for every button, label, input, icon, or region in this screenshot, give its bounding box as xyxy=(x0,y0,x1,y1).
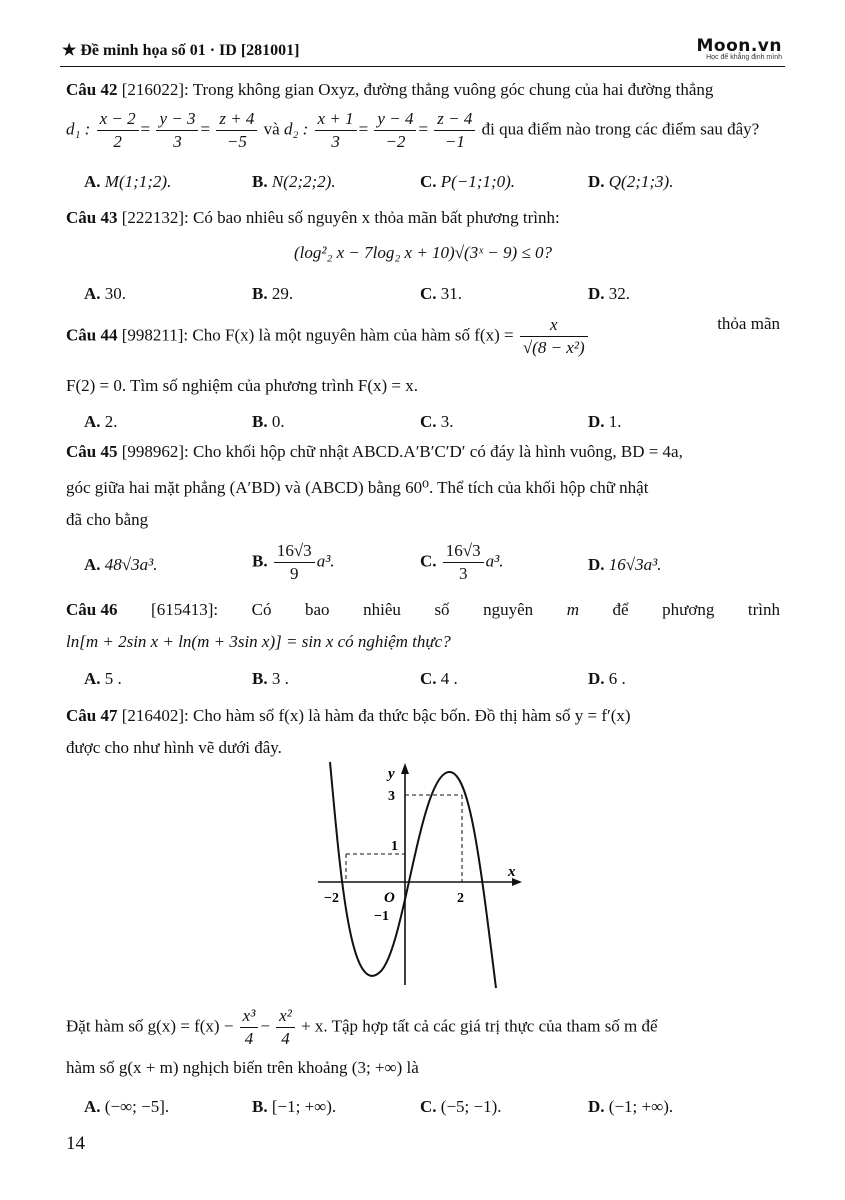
q46-option-d[interactable]: D. 6 . xyxy=(588,669,626,688)
q42-frac-y2: $\frac{y - 4}{-2}$ xyxy=(374,108,416,153)
q47-line3: Đặt hàm số g(x) = f(x) − $\frac{\text{x³}}{4}$ − $\frac{\text{x²}}{4}$ + x. Tập hợp tất cả các giá trị thực của tham số m để xyxy=(66,1006,658,1048)
moon-logo xyxy=(696,36,782,61)
logo-tagline: Học để khẳng định mình xyxy=(706,54,782,61)
q42-option-c[interactable]: C. P(−1;1;0). xyxy=(420,172,516,191)
q45-option-b[interactable]: B. $\frac{16√3}{9}$ a³. xyxy=(252,541,335,583)
q42-text: [216022]: Trong không gian Oxyz, đường thẳng vuông góc chung của hai đường thẳng xyxy=(121,80,714,99)
q45-option-d[interactable]: D. 16√3a³. xyxy=(588,555,662,574)
q42-option-d[interactable]: D. Q(2;1;3). xyxy=(588,172,674,191)
page-number: 14 xyxy=(66,1133,85,1154)
tick-m2: −2 xyxy=(324,891,339,906)
header-divider xyxy=(60,66,785,67)
q43-option-c[interactable]: C. 31. xyxy=(420,284,463,303)
q47-line2: được cho như hình vẽ dưới đây. xyxy=(66,738,282,757)
label-y: y xyxy=(388,766,395,782)
q45-line1: Câu 45 [998962]: Cho khối hộp chữ nhật ABCD.A′B′C′D′ có đáy là hình vuông, BD = 4a, xyxy=(66,442,683,461)
q47-frac-x2: $\frac{\text{x²}}{4}$ xyxy=(276,1005,295,1050)
q43-option-b[interactable]: B. 29. xyxy=(252,284,294,303)
q44-option-b[interactable]: B. 0. xyxy=(252,412,285,431)
q42-frac-z: $\frac{z + 4}{-5}$ xyxy=(216,108,257,153)
q46-option-c[interactable]: C. 4 . xyxy=(420,669,458,688)
q47-option-b[interactable]: B. [−1; +∞). xyxy=(252,1097,337,1116)
q42-d2: d₂ : xyxy=(283,119,309,139)
q43-label: Câu 43 xyxy=(66,208,118,227)
q42-frac-y: $\frac{y - 3}{3}$ xyxy=(156,108,198,153)
q45-line2: góc giữa hai mặt phẳng (A′BD) và (ABCD) bằng 60⁰. Thể tích của khối hộp chữ nhật xyxy=(66,478,649,497)
q42-d1: d₁ : xyxy=(66,119,91,139)
tick-2: 2 xyxy=(457,891,464,906)
derivative-graph xyxy=(310,760,525,990)
q43-line1 xyxy=(66,208,780,228)
tick-m1: −1 xyxy=(374,909,389,924)
label-x: x xyxy=(508,864,516,880)
q43-formula: (log²₂ x − 7log₂ x + 10)√(3ˣ − 9) ≤ 0? xyxy=(294,243,552,262)
q42-line1 xyxy=(66,80,780,100)
header-title: ★ Đề minh họa số 01 · ID [281001] xyxy=(62,42,300,59)
q42-option-a[interactable]: A. M(1;1;2). xyxy=(84,172,172,191)
q44-frac: $\frac{x}{\text{√(8 − x²)}}$ xyxy=(520,314,588,359)
q43-option-a[interactable]: A. 30. xyxy=(84,284,127,303)
curve-f-prime xyxy=(330,762,496,988)
q47-line1: Câu 47 [216402]: Cho hàm số f(x) là hàm đa thức bậc bốn. Đồ thị hàm số y = f′(x) xyxy=(66,706,631,725)
q44-option-d[interactable]: D. 1. xyxy=(588,412,622,431)
label-origin: O xyxy=(384,890,395,906)
q42-tail: đi qua điểm nào trong các điểm sau đây? xyxy=(481,119,760,139)
q43-option-d[interactable]: D. 32. xyxy=(588,284,631,303)
q42-frac-x: $\frac{x - 2}{2}$ xyxy=(97,108,139,153)
q42-frac-z2: $\frac{z - 4}{-1}$ xyxy=(434,108,475,153)
tick-1: 1 xyxy=(391,839,398,854)
q44-option-a[interactable]: A. 2. xyxy=(84,412,118,431)
q46-label: Câu 46 xyxy=(66,600,118,619)
q44-option-c[interactable]: C. 3. xyxy=(420,412,454,431)
q46-line1: Câu 46 [615413]: Có bao nhiêu số nguyên m để phương trình xyxy=(66,600,780,619)
q45-option-a[interactable]: A. 48√3a³. xyxy=(84,555,158,574)
q44-line2: F(2) = 0. Tìm số nghiệm của phương trình F(x) = x. xyxy=(66,376,419,395)
q47-option-c[interactable]: C. (−5; −1). xyxy=(420,1097,502,1116)
q42-option-b[interactable]: B. N(2;2;2). xyxy=(252,172,336,191)
q46-option-b[interactable]: B. 3 . xyxy=(252,669,289,688)
q43-text: [222132]: Có bao nhiêu số nguyên x thỏa mãn bất phương trình: xyxy=(121,208,560,227)
q44-line1: Câu 44 [998211]: Cho F(x) là một nguyên hàm của hàm số f(x) = $\frac{x}{\text{√(8 − x²)}}$ thỏa mãn xyxy=(66,314,780,357)
q45-line3: đã cho bằng xyxy=(66,510,149,529)
q42-line2: d₁ : $\frac{x - 2}{2}$ = $\frac{y - 3}{3}$ = $\frac{z + 4}{-5}$ và d₂ : $\frac{x + 1}{3}$ = $\frac{y - 4}{-2}$ = $\frac{z - 4}{-1}$ đi qua điểm nào trong các điểm sau đây? xyxy=(66,109,760,151)
q42-label: Câu 42 xyxy=(66,80,118,99)
q47-frac-x3: $\frac{\text{x³}}{4}$ xyxy=(240,1005,259,1050)
logo-text: Moon.vn xyxy=(696,36,782,56)
y-axis-arrow xyxy=(401,763,409,774)
q47-option-d[interactable]: D. (−1; +∞). xyxy=(588,1097,674,1116)
q42-and: và xyxy=(263,119,280,139)
q47-label: Câu 47 xyxy=(66,706,118,725)
q46-option-a[interactable]: A. 5 . xyxy=(84,669,122,688)
q45-option-c[interactable]: C. $\frac{16√3}{3}$ a³. xyxy=(420,541,504,583)
q46-line2: ln[m + 2sin x + ln(m + 3sin x)] = sin x có nghiệm thực? xyxy=(66,632,451,651)
q47-line4: hàm số g(x + m) nghịch biến trên khoảng (3; +∞) là xyxy=(66,1058,419,1077)
q47-option-a[interactable]: A. (−∞; −5]. xyxy=(84,1097,170,1116)
q44-label: Câu 44 xyxy=(66,325,118,345)
q45-label: Câu 45 xyxy=(66,442,118,461)
tick-3: 3 xyxy=(388,789,395,804)
q42-frac-x2: $\frac{x + 1}{3}$ xyxy=(315,108,357,153)
